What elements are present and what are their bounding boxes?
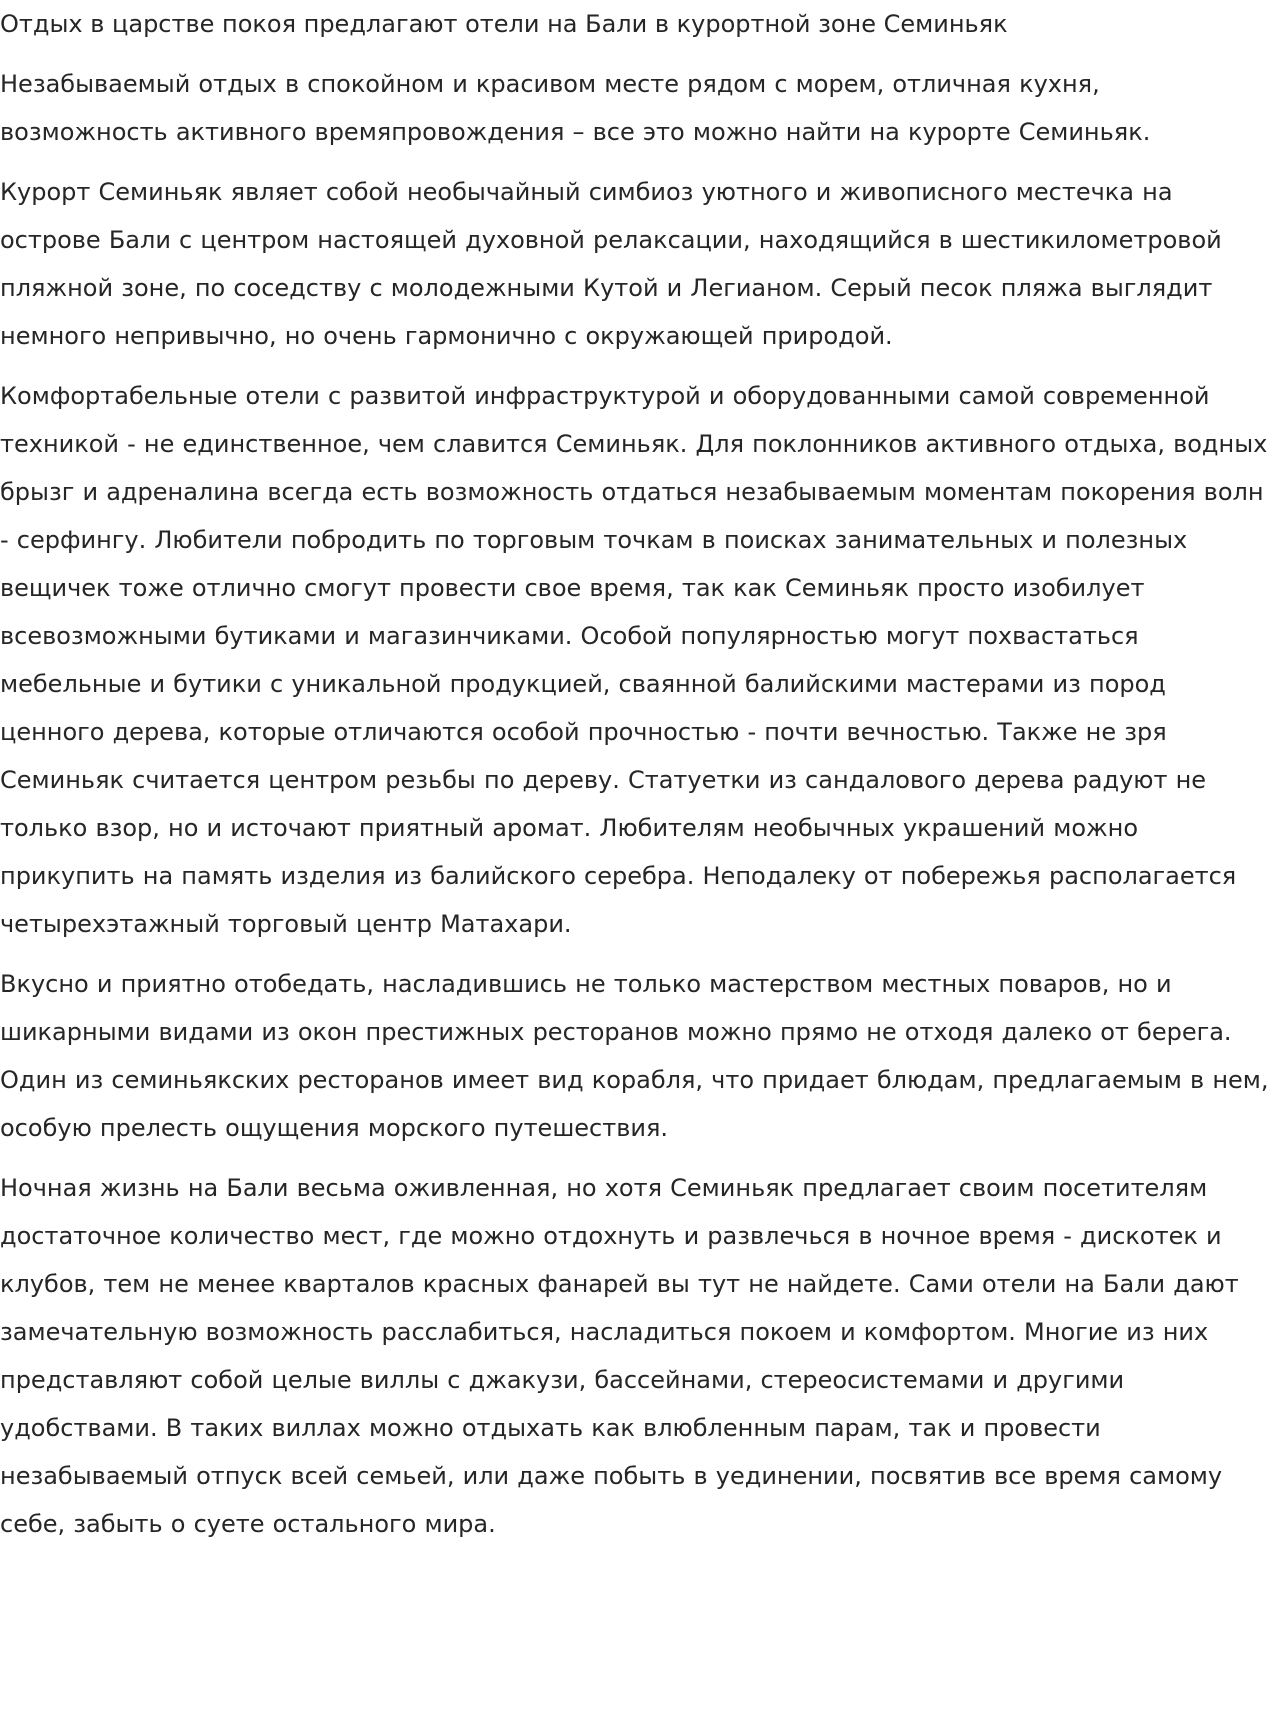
paragraph-restaurants: Вкусно и приятно отобедать, насладившись не только мастерством местных поваров, но и шикарными видами из окон престижных ресторанов можно прямо не отходя далеко от берега. Один из семиньякских ресторанов имеет вид корабля, что придает блюдам, предлагаемым в нем, особую прелесть ощущения морского путешествия. — [0, 970, 1269, 1142]
article-title: Отдых в царстве покоя предлагают отели на Бали в курортной зоне Семиньяк — [0, 10, 1008, 38]
paragraph-hotels-shopping: Комфортабельные отели с развитой инфраструктурой и оборудованными самой современной техникой - не единственное, чем славится Семиньяк. Для поклонников активного отдыха, водных брызг и адреналина всегда есть возможность отдаться незабываемым моментам покорения волн - серфингу. Любители побродить по торговым точкам в поисках занимательных и полезных вещичек тоже отлично смогут провести свое время, так как Семиньяк просто изобилует всевозможными бутиками и магазинчиками. Особой популярностью могут похвастаться мебельные и бутики с уникальной продукцией, сваянной балийскими мастерами из пород ценного дерева, которые отличаются особой прочностью - почти вечностью. Также не зря Семиньяк считается центром резьбы по дереву. Статуетки из сандалового дерева радуют не только взор, но и источают приятный аромат. Любителям необычных украшений можно прикупить на память изделия из балийского серебра. Неподалеку от побережья располагается четырехэтажный торговый центр Матахари. — [0, 382, 1268, 938]
paragraph-nightlife: Ночная жизнь на Бали весьма оживленная, но хотя Семиньяк предлагает своим посетителям достаточное количество мест, где можно отдохнуть и развлечься в ночное время - дискотек и клубов, тем не менее кварталов красных фанарей вы тут не найдете. Сами отели на Бали дают замечательную возможность расслабиться, насладиться покоем и комфортом. Многие из них представляют собой целые виллы с джакузи, бассейнами, стереосистемами и другими удобствами. В таких виллах можно отдыхать как влюбленным парам, так и провести незабываемый отпуск всей семьей, или даже побыть в уединении, посвятив все время самому себе, забыть о суете остального мира. — [0, 1174, 1239, 1538]
paragraph-beach: Курорт Семиньяк являет собой необычайный симбиоз уютного и живописного местечка на острове Бали с центром настоящей духовной релаксации, находящийся в шестикилометровой пляжной зоне, по соседству с молодежными Кутой и Легианом. Серый песок пляжа выглядит немного непривычно, но очень гармонично с окружающей природой. — [0, 178, 1222, 350]
paragraph-intro: Незабываемый отдых в спокойном и красивом месте рядом с морем, отличная кухня, возможность активного времяпровождения – все это можно найти на курорте Семиньяк. — [0, 70, 1151, 146]
